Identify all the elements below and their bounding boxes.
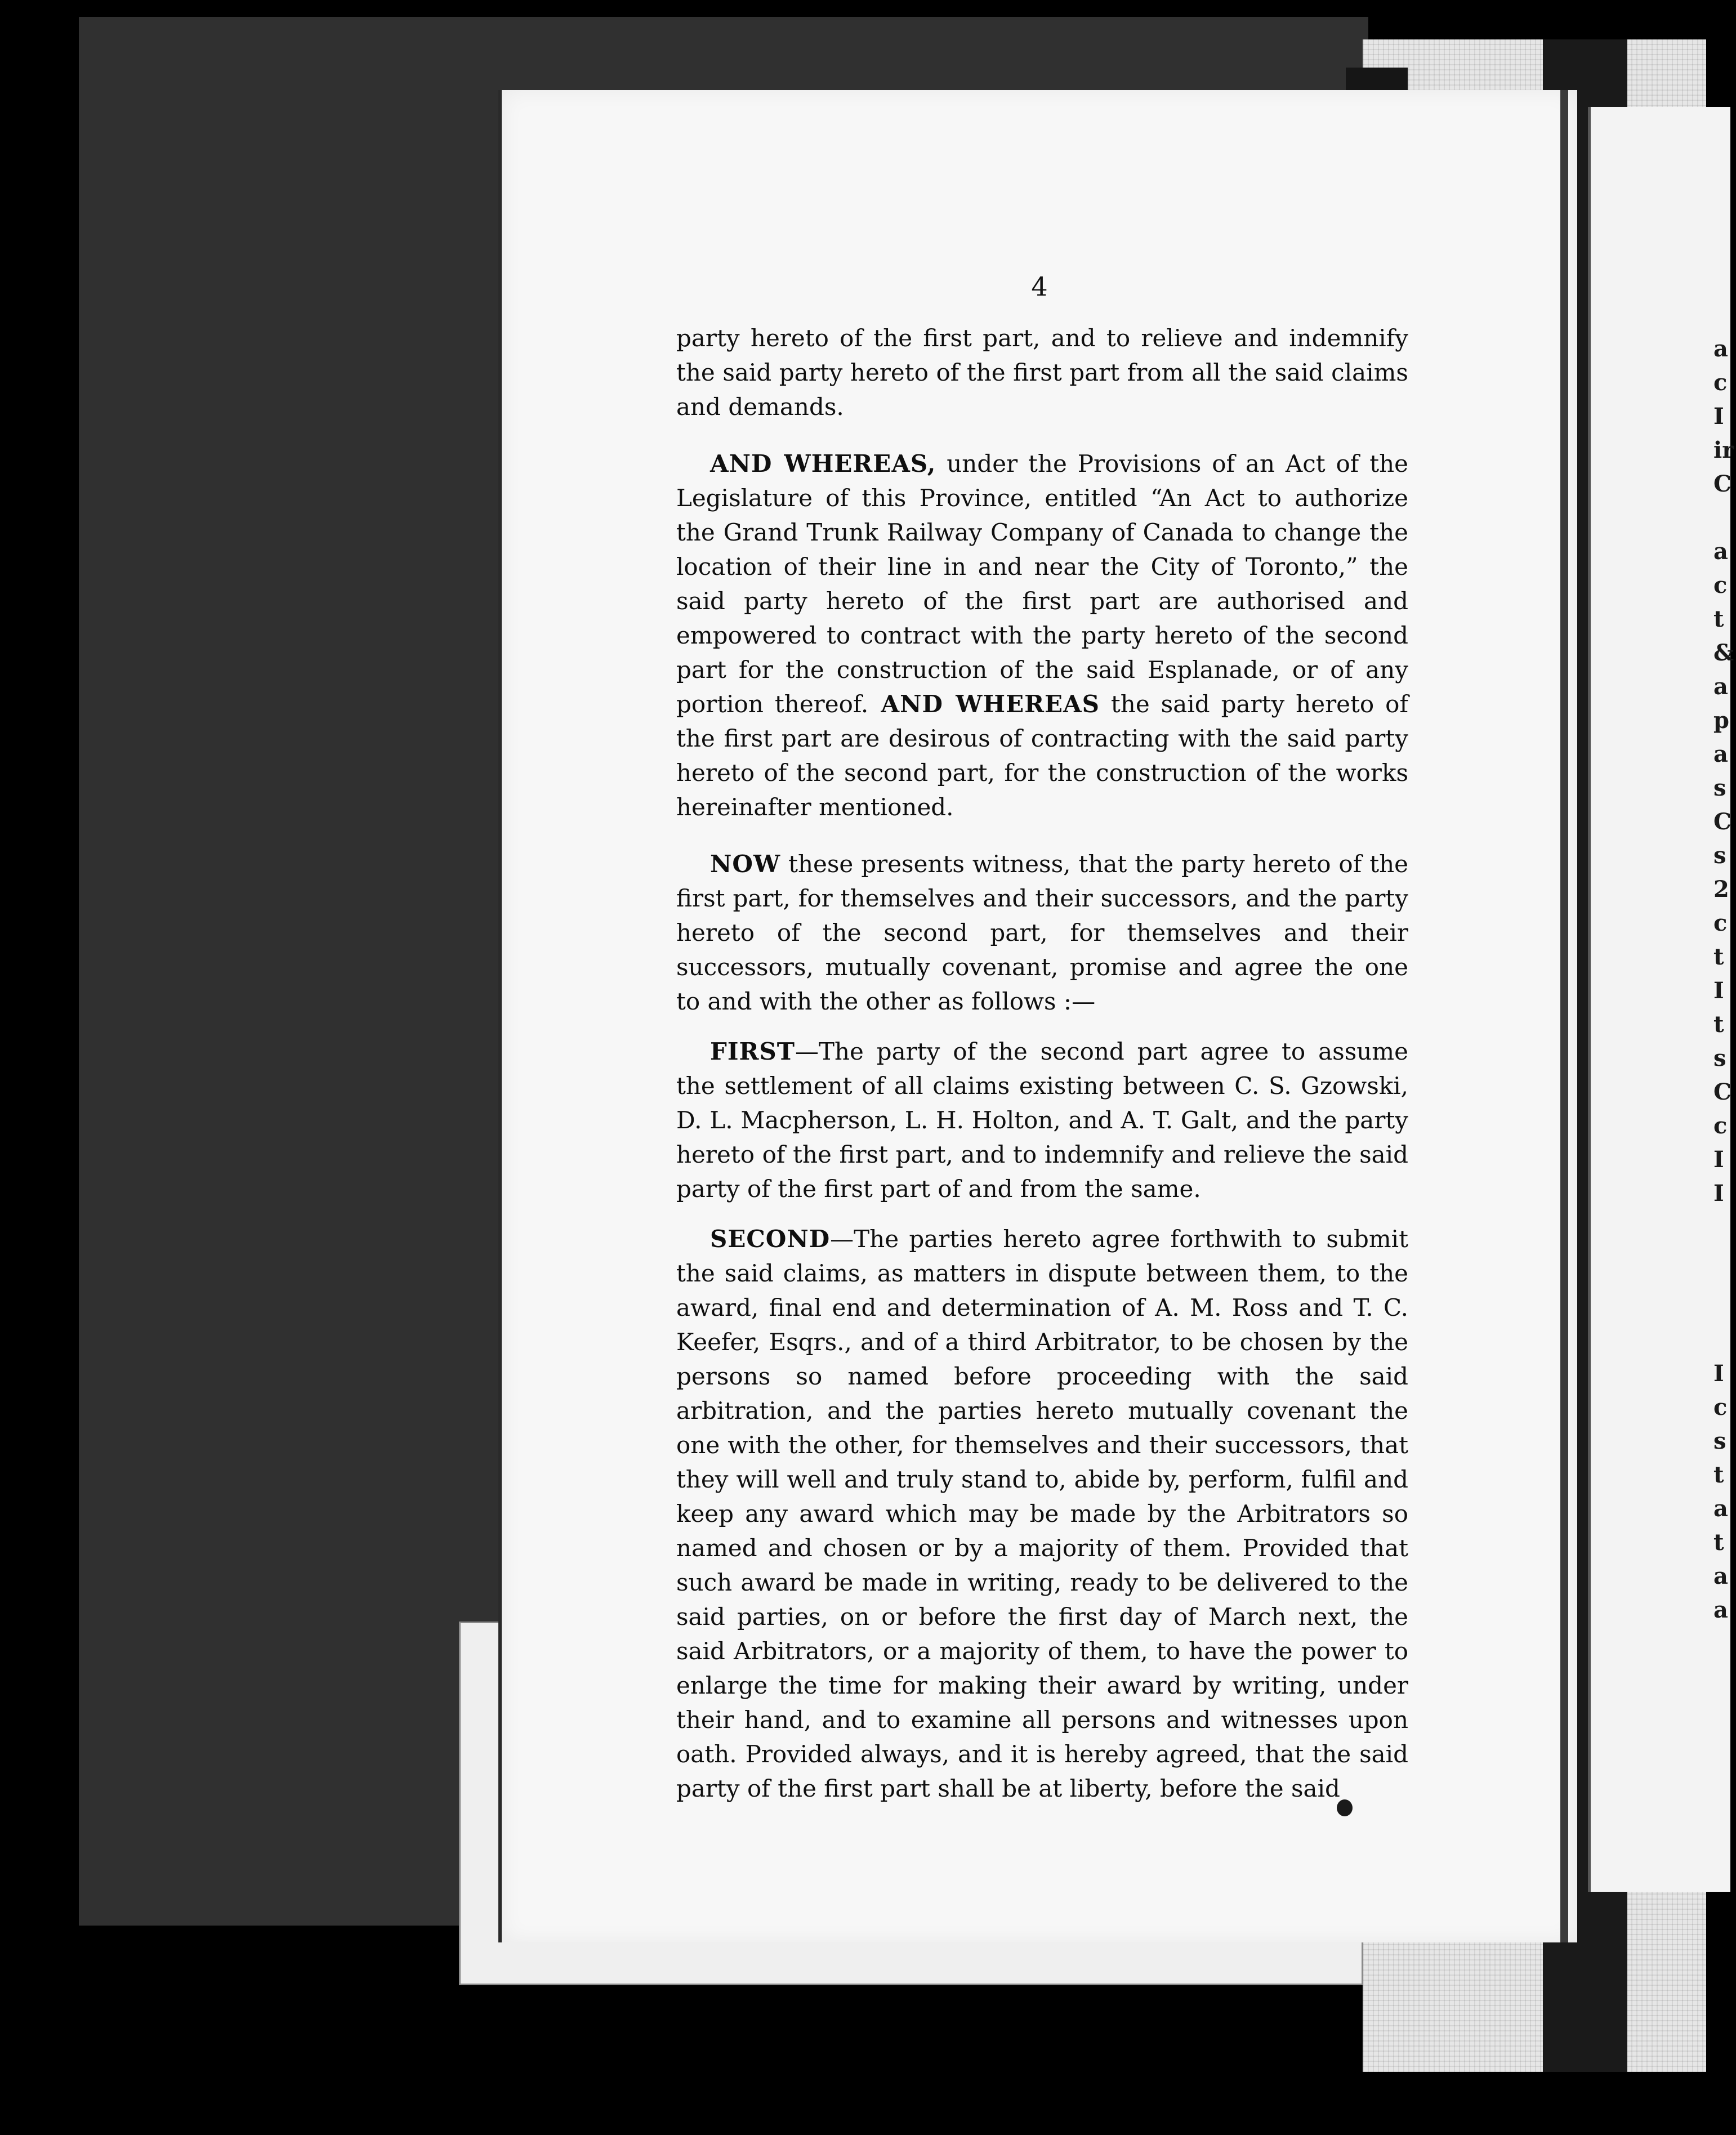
paragraph-lead-2: AND WHEREAS bbox=[868, 690, 1100, 718]
facing-page-letter: I bbox=[1713, 403, 1724, 430]
paragraph-lead: FIRST bbox=[710, 1038, 795, 1065]
paragraph-lead: AND WHEREAS, bbox=[710, 450, 936, 477]
facing-page-letter: ir bbox=[1713, 437, 1734, 463]
paragraph-text-2: the said party hereto of the first part are desirous of contracting with the said party hereto of the second part, for the construction of the works hereinafter mentioned. bbox=[676, 690, 1409, 821]
paragraph-second bbox=[676, 1222, 1408, 1806]
facing-page-letter: s bbox=[1713, 1045, 1726, 1071]
facing-page bbox=[1588, 107, 1734, 1892]
document-page bbox=[498, 90, 1577, 1942]
facing-page-letter: a bbox=[1713, 336, 1728, 362]
facing-page-letter: c bbox=[1713, 910, 1728, 936]
facing-page-letter: a bbox=[1713, 538, 1728, 565]
ink-speck bbox=[1337, 1799, 1353, 1816]
facing-page-letter: I bbox=[1713, 1360, 1724, 1387]
facing-page-letter: t bbox=[1713, 944, 1724, 970]
paragraph-text: party hereto of the first part, and to relieve and indemnify the said party hereto of the first part from all the said claims and demands. bbox=[676, 324, 1408, 421]
facing-page-letters bbox=[1713, 107, 1736, 1892]
facing-page-letter: I bbox=[1713, 1180, 1724, 1207]
paragraph-text: under the Provisions of an Act of the Legislature of this Province, entitled “An Act to authorize the Grand Trunk Railway Company of Canada to change the location of their line in and near the City of Toronto,” the said party hereto of the first part are authorised and empowered to contract with the party hereto of the second part for the construction of the said Esplanade, or of any portion thereof. bbox=[676, 450, 1408, 718]
facing-page-letter: s bbox=[1713, 1428, 1726, 1454]
facing-page-letter: a bbox=[1713, 1597, 1728, 1623]
facing-page-letter: & bbox=[1713, 640, 1734, 666]
facing-page-letter: t bbox=[1713, 1011, 1724, 1038]
paragraph-whereas bbox=[676, 446, 1408, 824]
facing-page-letter: C bbox=[1713, 1079, 1731, 1105]
facing-page-letter: c bbox=[1713, 1113, 1728, 1139]
paragraph-text: these presents witness, that the party hereto of the first part, for themselves and their successors, and the party hereto of the second part, for themselves and their successors, mutually covenant, promise and agree the one to and with the other as follows :— bbox=[676, 850, 1408, 1015]
facing-page-letter: C bbox=[1713, 809, 1731, 835]
paragraph-lead: NOW bbox=[710, 850, 781, 878]
page-number: 4 bbox=[1031, 271, 1048, 302]
facing-page-letter: I bbox=[1713, 1146, 1724, 1173]
paragraph-text: —The parties hereto agree forthwith to submit the said claims, as matters in dispute between them, to the award, final end and determination of A. M. Ross and T. C. Keefer, Esqrs., and of a third Arbitrator, to be chosen by the persons so named before proceeding with the said arbitration, and the parties hereto mutually covenant the one with the other, for themselves and their successors, that they will well and truly stand to, abide by, perform, fulfil and keep any award which may be made by the Arbitrators so named and chosen or by a majority of them. Provided that such award be made in writing, ready to be delivered to the said parties, on or before the first day of March next, the said Arbitrators, or a majority of them, to have the power to enlarge the time for making their award by writing, under their hand, and to examine all persons and witnesses upon oath. Provided always, and it is hereby agreed, that the said party of the first part shall be at liberty, before the said bbox=[676, 1225, 1408, 1802]
facing-page-letter: c bbox=[1713, 1394, 1728, 1421]
paragraph-continuation bbox=[676, 321, 1408, 424]
paragraph-text: —The party of the second part agree to assume the settlement of all claims existing between C. S. Gzowski, D. L. Macpherson, L. H. Holton, and A. T. Galt, and the party hereto of the first part, and to indemnify and relieve the said party of the first part of and from the same. bbox=[676, 1038, 1408, 1203]
facing-page-letter: a bbox=[1713, 1563, 1728, 1589]
facing-page-letter: t bbox=[1713, 1529, 1724, 1556]
facing-page-letter: c bbox=[1713, 572, 1728, 598]
facing-page-letter: a bbox=[1713, 741, 1728, 767]
paragraph-first bbox=[676, 1034, 1408, 1206]
paragraph-now bbox=[676, 847, 1408, 1019]
facing-page-letter: C bbox=[1713, 471, 1731, 497]
facing-page-letter: I bbox=[1713, 977, 1724, 1004]
facing-page-letter: a bbox=[1713, 1495, 1728, 1522]
facing-page-letter: t bbox=[1713, 606, 1724, 632]
facing-page-letter: t bbox=[1713, 1462, 1724, 1488]
page-spine bbox=[1560, 90, 1568, 1942]
facing-page-letter: c bbox=[1713, 369, 1728, 396]
paragraph-lead: SECOND bbox=[710, 1225, 831, 1253]
facing-page-letter: s bbox=[1713, 842, 1726, 869]
facing-page-letter: a bbox=[1713, 673, 1728, 700]
facing-page-letter: s bbox=[1713, 775, 1726, 801]
facing-page-letter: p bbox=[1713, 707, 1729, 734]
facing-page-letter: 2 bbox=[1713, 876, 1729, 903]
body-text bbox=[676, 321, 1408, 1806]
